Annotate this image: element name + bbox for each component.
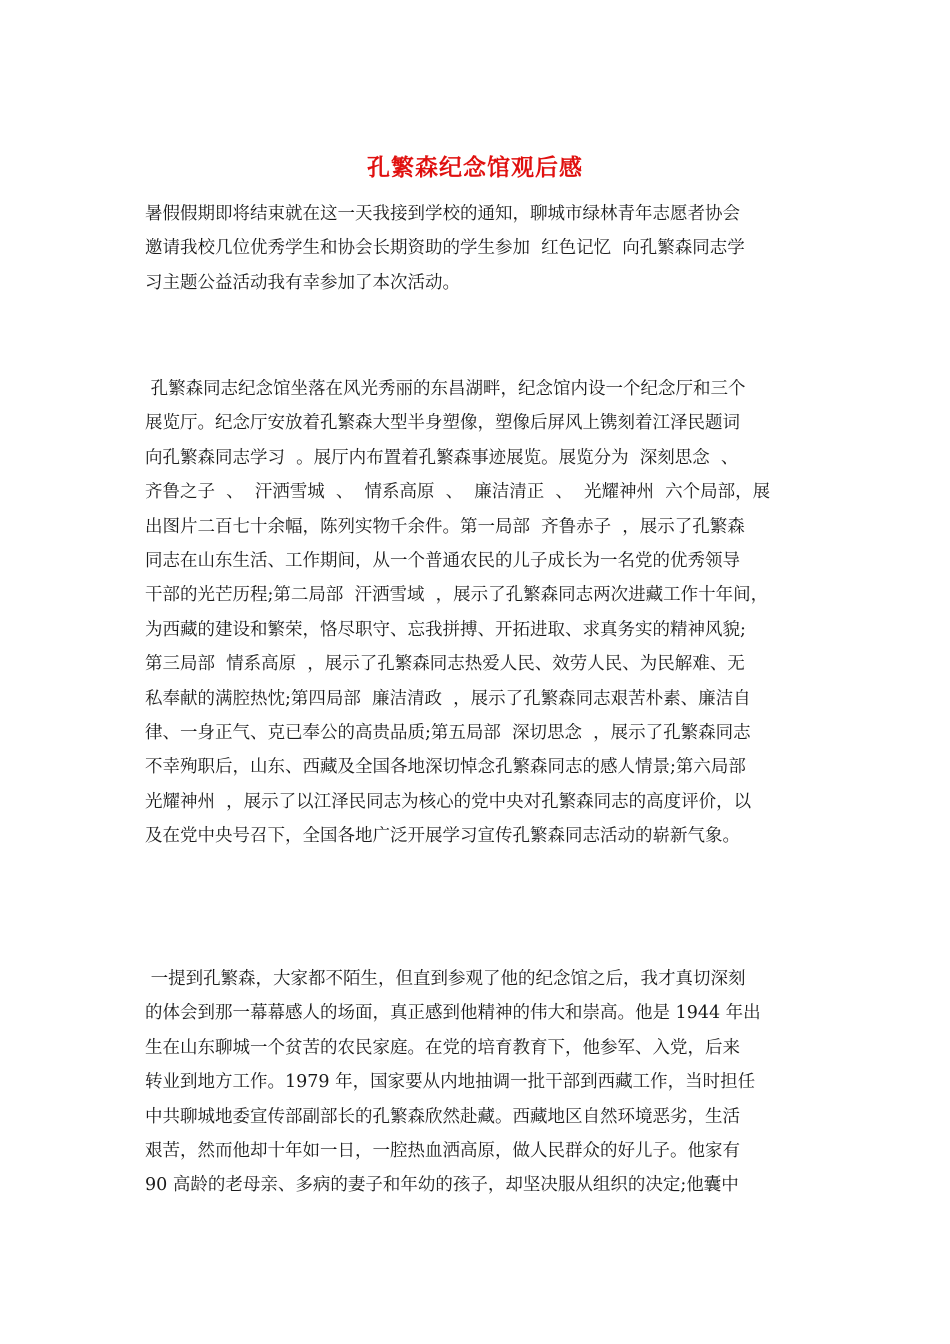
document-title: 孔繁森纪念馆观后感 (367, 154, 583, 181)
text-line: 出图片二百七十余幅，陈列实物千余件。第一局部 齐鲁赤子 ，展示了孔繁森 (145, 516, 745, 537)
text-line: 邀请我校几位优秀学生和协会长期资助的学生参加 红色记忆 向孔繁森同志学 (145, 238, 745, 259)
text-line: 光耀神州 ，展示了以江泽民同志为核心的党中央对孔繁森同志的高度评价，以 (145, 791, 752, 812)
text-line: 习主题公益活动我有幸参加了本次活动。 (145, 272, 460, 293)
text-line: 艰苦，然而他却十年如一日，一腔热血洒高原，做人民群众的好儿子。他家有 (145, 1140, 740, 1161)
text-line: 及在党中央号召下，全国各地广泛开展学习宣传孔繁森同志活动的崭新气象。 (145, 826, 740, 847)
text-line: 一提到孔繁森，大家都不陌生，但直到参观了他的纪念馆之后，我才真切深刻 (145, 969, 746, 989)
text-line: 的体会到那一幕幕感人的场面，真正感到他精神的伟大和崇高。他是 1944 年出 (145, 1003, 761, 1024)
text-line: 干部的光芒历程;第二局部 汗洒雪域 ，展示了孔繁森同志两次进藏工作十年间， (145, 585, 769, 606)
text-line: 律、一身正气、克已奉公的高贵品质;第五局部 深切思念 ，展示了孔繁森同志 (145, 722, 751, 743)
text-line: 暑假假期即将结束就在这一天我接到学校的通知，聊城市绿林青年志愿者协会 (145, 204, 740, 224)
text-line: 中共聊城地委宣传部副部长的孔繁森欣然赴藏。西藏地区自然环境恶劣，生活 (145, 1106, 740, 1127)
text-line: 第三局部 情系高原 ，展示了孔繁森同志热爱人民、效劳人民、为民解难、无 (145, 654, 745, 675)
text-line: 转业到地方工作。1979 年，国家要从内地抽调一批干部到西藏工作，当时担任 (145, 1072, 756, 1093)
text-line: 齐鲁之子 、 汗洒雪城 、 情系高原 、 廉洁清正 、 光耀神州 六个局部，展 (145, 482, 771, 503)
text-line: 不幸殉职后，山东、西藏及全国各地深切悼念孔繁森同志的感人情景;第六局部 (145, 757, 746, 778)
paragraph (145, 372, 810, 853)
paragraph (145, 962, 810, 1203)
text-line: 90 高龄的老母亲、多病的妻子和年幼的孩子，却坚决服从组织的决定;他囊中 (145, 1175, 739, 1196)
text-line: 生在山东聊城一个贫苦的农民家庭。在党的培育教育下，他参军、入党，后来 (145, 1037, 740, 1058)
text-line: 向孔繁森同志学习 。展厅内布置着孔繁森事迹展览。展览分为 深刻思念 、 (145, 447, 739, 468)
text-line: 孔繁森同志纪念馆坐落在风光秀丽的东昌湖畔，纪念馆内设一个纪念厅和三个 (145, 379, 746, 399)
text-line: 展览厅。纪念厅安放着孔繁森大型半身塑像，塑像后屏风上镌刻着江泽民题词 (145, 413, 740, 434)
paragraph (145, 197, 810, 300)
text-line: 同志在山东生活、工作期间，从一个普通农民的儿子成长为一名党的优秀领导 (145, 550, 740, 571)
text-line: 私奉献的满腔热忱;第四局部 廉洁清政 ，展示了孔繁森同志艰苦朴素、廉洁自 (145, 688, 751, 709)
text-line: 为西藏的建设和繁荣，恪尽职守、忘我拼搏、开拓进取、求真务实的精神风貌; (145, 619, 746, 640)
